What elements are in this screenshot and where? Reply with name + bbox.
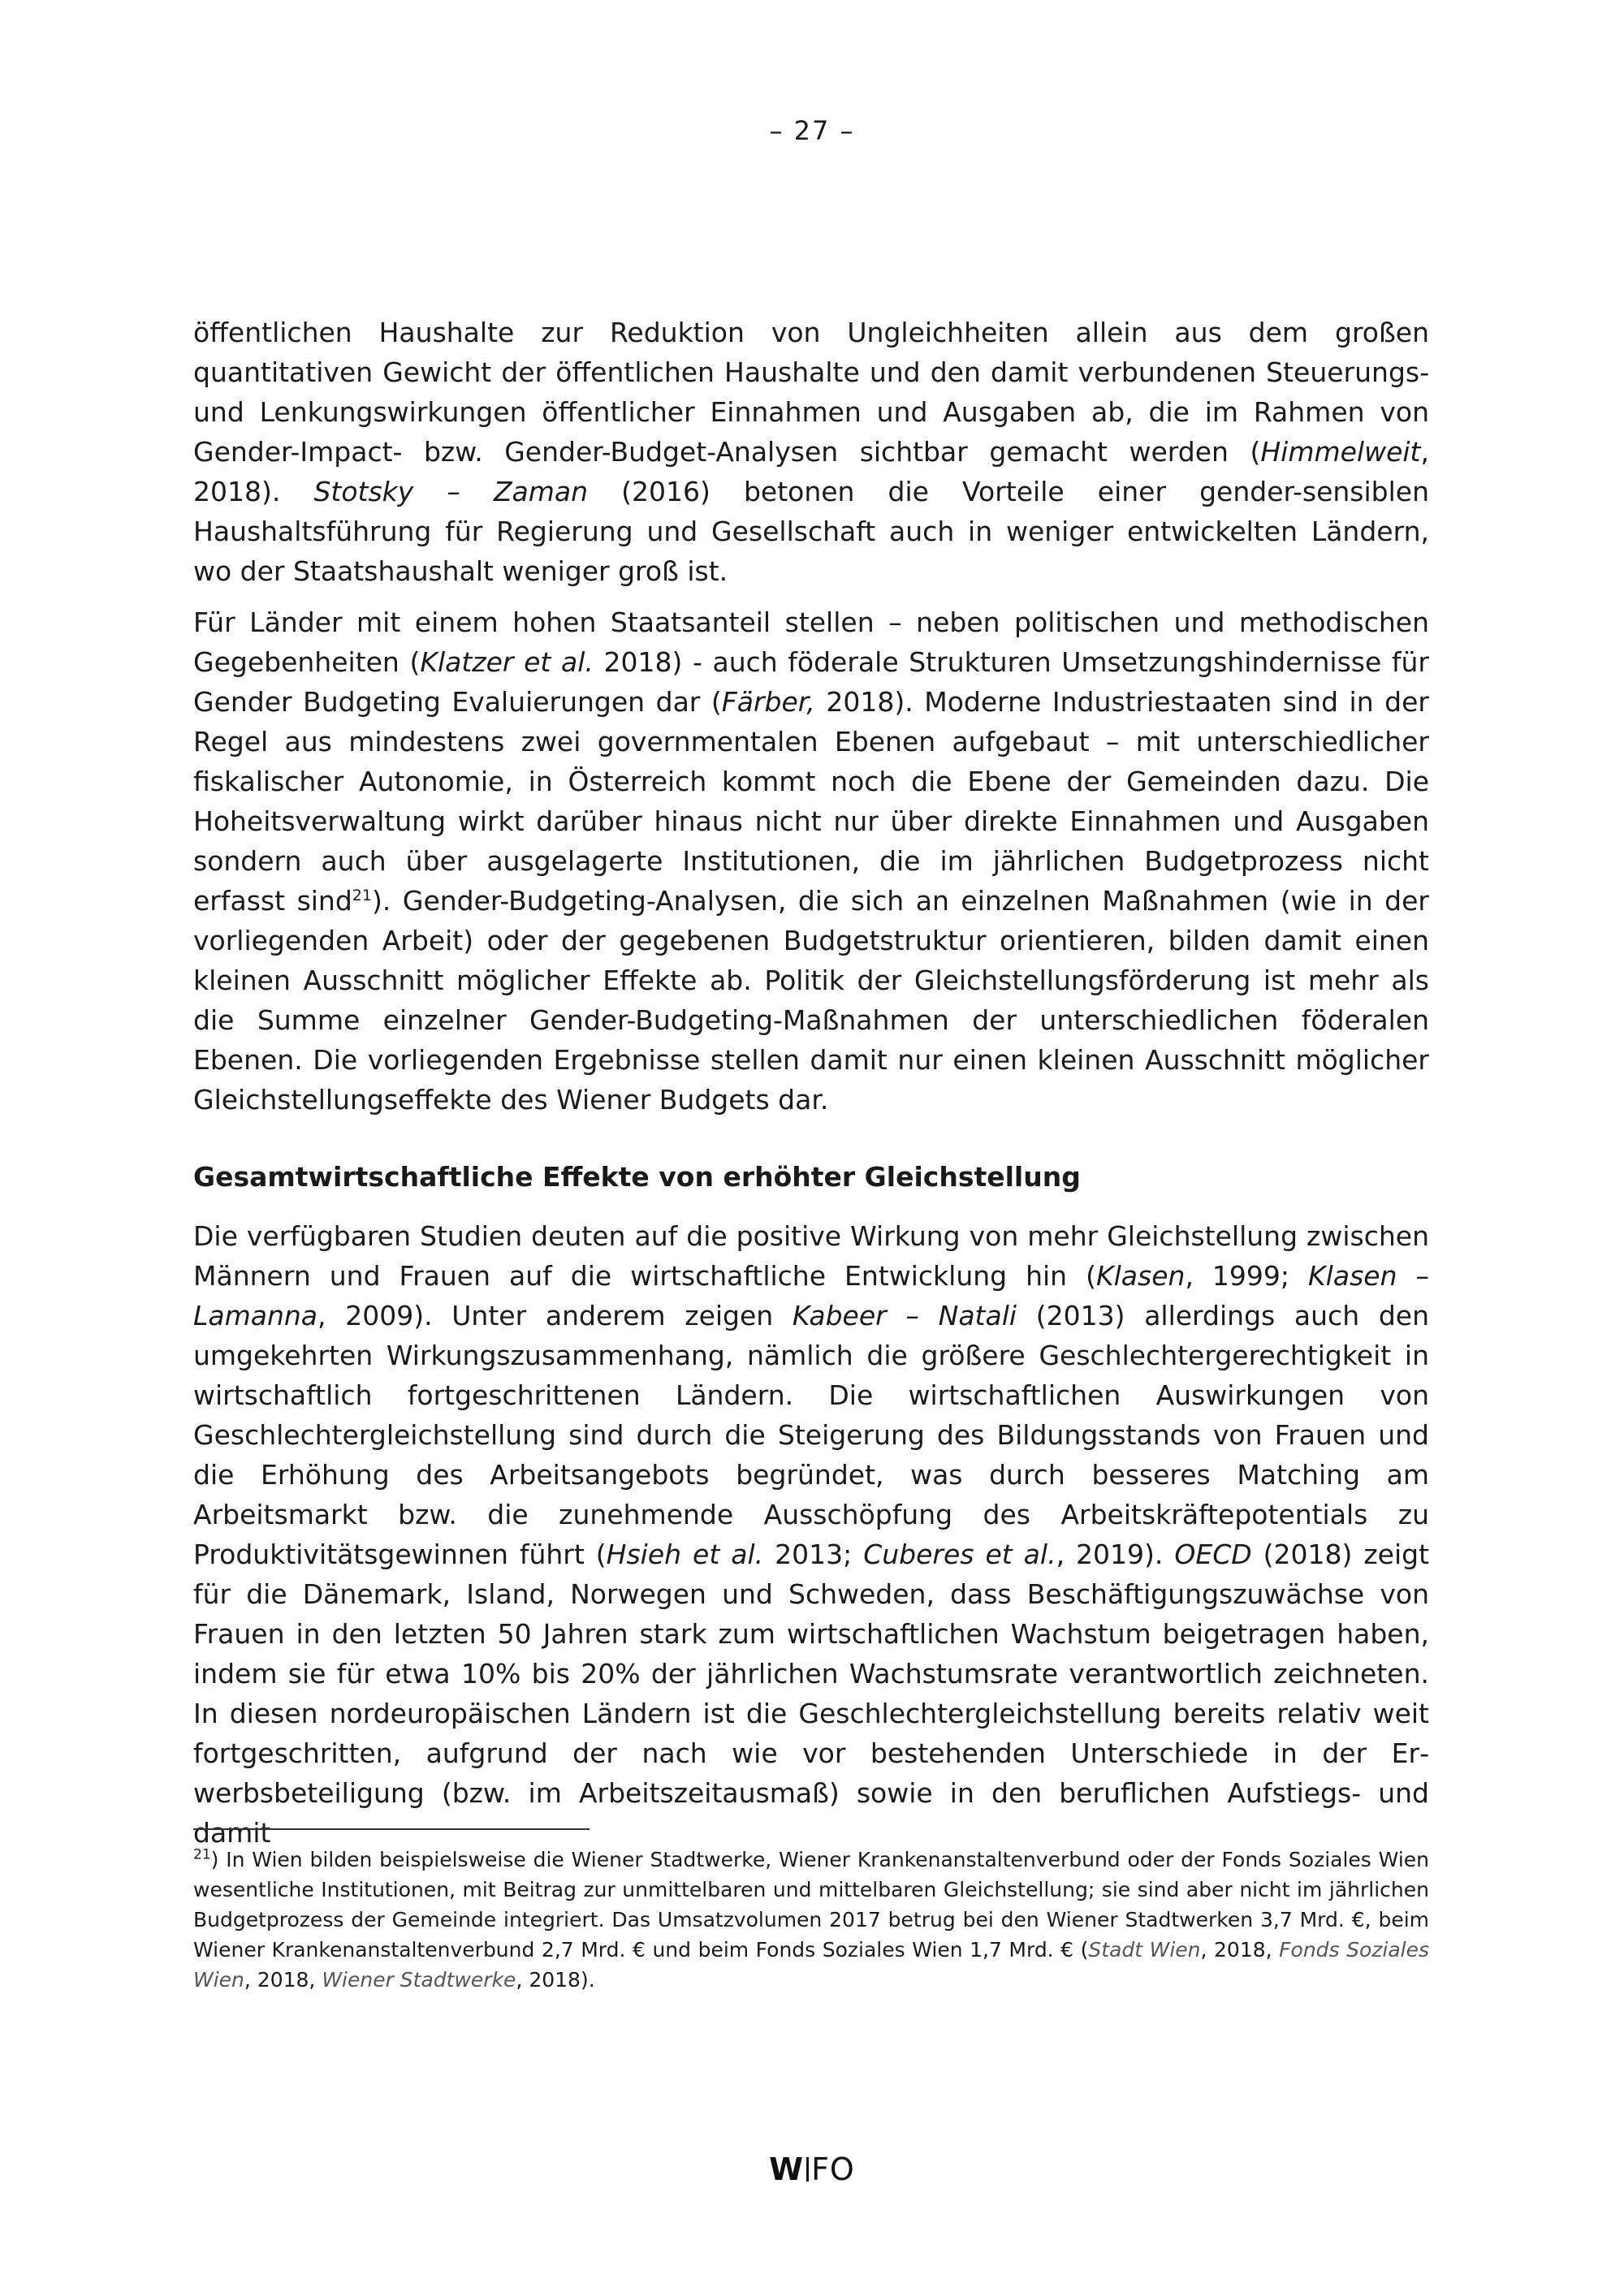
- citation: Klasen: [1095, 1260, 1186, 1292]
- text: , 2018,: [244, 1968, 322, 1992]
- page-number: – 27 –: [769, 115, 855, 146]
- citation: OECD: [1174, 1539, 1252, 1570]
- citation: Himmelweit: [1260, 436, 1421, 468]
- text: , 2019).: [1056, 1539, 1175, 1570]
- citation: Klatzer et al.: [420, 646, 594, 678]
- citation: Hsieh et al.: [606, 1539, 764, 1570]
- paragraph-2: [193, 602, 1429, 1120]
- text: ). Gender-Budgeting-Analysen, die sich an einzelnen Maßnahmen (wie in der vorliegenden Arbeit) oder der gegebenen Budgetstruktur orientieren, bilden damit einen kleinen Ausschnitt möglicher Effekte ab. Politik der Gleichstellungsförderung ist mehr als die Summe einzelner Gender-Budgeting-Maßnahmen der unterschiedlichen föderalen Ebenen. Die vorliegenden Ergebnisse stellen damit nur einen kleinen Ausschnitt möglicher Gleichstellungseffekte des Wiener Budgets dar.: [193, 885, 1429, 1116]
- text: Für Länder mit einem hohen Staatsanteil stellen – neben politischen und methodischen Gegebenheiten (: [193, 606, 1429, 678]
- wifo-logo: [0, 2151, 1624, 2187]
- footnote-21: [193, 1845, 1429, 1995]
- source-link[interactable]: Wiener Stadtwerke: [322, 1968, 516, 1992]
- text: Die verfügbaren Studien deuten auf die positive Wirkung von mehr Gleichstellung zwischen Männern und Frauen auf die wirtschaftliche Entwicklung hin (: [193, 1220, 1429, 1292]
- paragraph-1: [193, 313, 1429, 591]
- text: , 2009). Unter anderem zeigen: [317, 1300, 793, 1331]
- source-link[interactable]: Stadt Wien: [1088, 1938, 1201, 1962]
- text: 2018) - auch föderale Strukturen Umsetzungshindernisse für Gender Budgeting Evaluierungen dar (: [193, 646, 1430, 718]
- text: ) In Wien bilden beispielsweise die Wiener Stadtwerke, Wiener Krankenanstaltenverbund oder der Fonds Soziales Wien wesentliche Institutionen, mit Beitrag zur unmittelbaren und mittelbaren Gleichstellung; sie sind aber nicht im jährlichen Budgetprozess der Gemeinde integriert. Das Umsatzvolumen 2017 betrug bei den Wiener Stadtwerken 3,7 Mrd. €, beim Wiener Krankenanstaltenverbund 2,7 Mrd. € und beim Fonds Soziales Wien 1,7 Mrd. € (: [193, 1848, 1429, 1962]
- section-heading: Gesamtwirtschaftliche Effekte von erhöhter Gleichstellung: [193, 1161, 1081, 1193]
- citation: Färber,: [721, 686, 815, 718]
- logo-letter: F: [811, 2151, 830, 2187]
- logo-bar: [806, 2157, 809, 2182]
- source-link[interactable]: Fonds Soziales Wien: [193, 1938, 1430, 1992]
- footnote-reference[interactable]: 21: [352, 887, 372, 904]
- paragraph-3: [193, 1216, 1429, 1853]
- text: (2018) zeigt für die Dänemark, Island, Norwegen und Schweden, dass Beschäftigungszuwächse von Frauen in den letzten 50 Jahren stark zum wirtschaftlichen Wachstum beigetragen haben, indem sie für etwa 10% bis 20% der jährlichen Wachstumsrate verantwortlich zeichneten. In diesen nordeuropäischen Ländern ist die Geschlechtergleichstellung bereits relativ weit fortgeschritten, aufgrund der nach wie vor bestehenden Unterschiede in der Erwerbsbeteiligung (bzw. im Arbeitszeitausmaß) sowie in den beruflichen Aufstiegs- und damit: [193, 1539, 1430, 1849]
- citation: Cuberes et al.: [863, 1539, 1056, 1570]
- citation: Klasen – Lamanna: [193, 1260, 1429, 1331]
- logo-letter: O: [829, 2151, 855, 2187]
- text: (2013) allerdings auch den umgekehrten Wirkungszusammenhang, nämlich die größere Geschlechtergerechtigkeit in wirtschaftlich fortgeschrittenen Ländern. Die wirtschaftlichen Auswirkungen von Geschlechtergleichstellung sind durch die Steigerung des Bildungsstands von Frauen und die Erhöhung des Arbeitsangebots begründet, was durch besseres Matching am Arbeitsmarkt bzw. die zunehmende Ausschöpfung des Arbeitskräftepotentials zu Produktivitätsgewinnen führt (: [193, 1300, 1429, 1570]
- footnote-mark: 21: [193, 1846, 211, 1863]
- text: (2016) betonen die Vorteile einer gender-sensiblen Haushaltsführung für Regierung und Gesellschaft auch in weniger entwickelten Ländern, wo der Staatshaushalt weniger groß ist.: [193, 476, 1429, 587]
- logo-letter: W: [769, 2151, 805, 2187]
- citation: Stotsky – Zaman: [313, 476, 589, 507]
- text: , 2018).: [193, 436, 1429, 507]
- text: 2018). Moderne Industriestaaten sind in der Regel aus mindestens zwei governmentalen Ebenen aufgebaut – mit unterschiedlicher fiskalischer Autonomie, in Österreich kommt noch die Ebene der Gemeinden dazu. Die Hoheitsverwaltung wirkt darüber hinaus nicht nur über direkte Einnahmen und Ausgaben sondern auch über ausgelagerte Institutionen, die im jährlichen Budgetprozess nicht erfasst sind: [193, 686, 1429, 917]
- citation: Kabeer – Natali: [792, 1300, 1017, 1331]
- footnote-separator: [193, 1828, 590, 1830]
- text: , 1999;: [1185, 1260, 1309, 1292]
- main-text: [193, 313, 1429, 1871]
- text: , 2018).: [516, 1968, 595, 1992]
- text: , 2018,: [1200, 1938, 1280, 1962]
- text: 2013;: [763, 1539, 864, 1570]
- text: öffentlichen Haushalte zur Reduktion von Ungleichheiten allein aus dem großen quantitativen Gewicht der öffentlichen Haushalte und den damit verbundenen Steuerungs- und Lenkungswirkungen öffentlicher Einnahmen und Ausgaben ab, die im Rahmen von Gender-Impact- bzw. Gender-Budget-Analysen sichtbar gemacht werden (: [193, 317, 1429, 468]
